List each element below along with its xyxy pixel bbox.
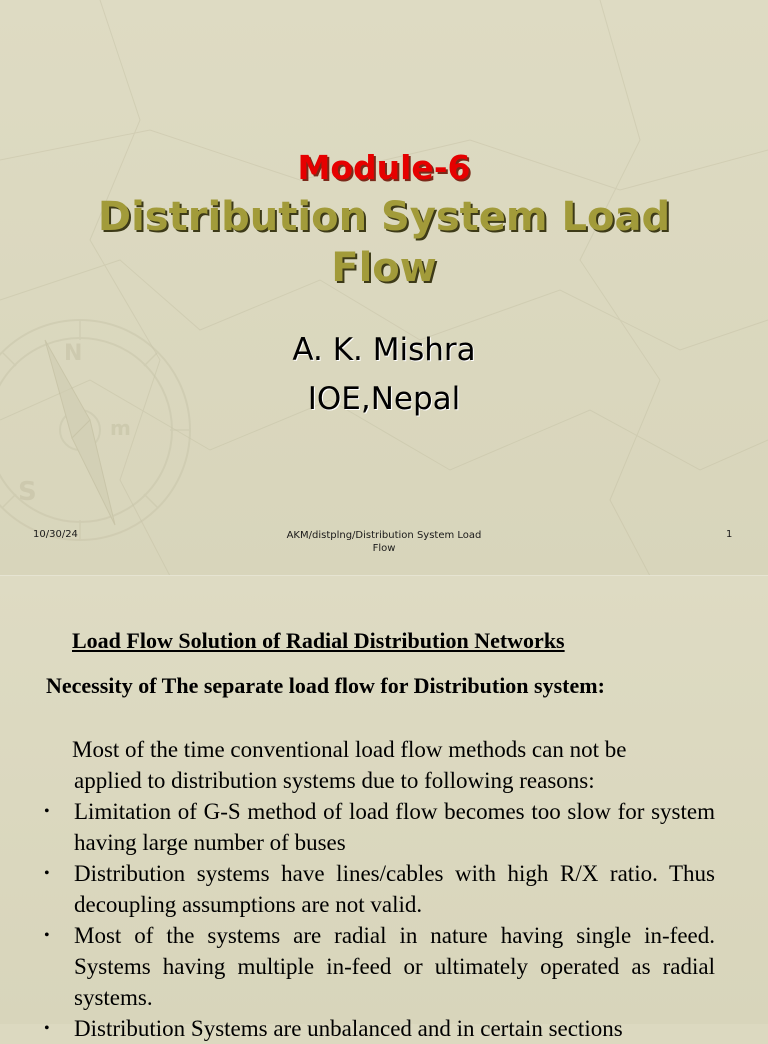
slide2-intro [74,734,724,796]
author-institution: IOE,Nepal [307,381,461,417]
footer-center-line1: AKM/distplng/Distribution System Load [286,530,482,541]
list-item-text: Distribution Systems are unbalanced and in certain sections [74,1016,623,1041]
list-item [0,920,715,1013]
list-item [0,796,715,858]
footer-date: 10/30/24 [33,529,78,540]
slide2-heading: Load Flow Solution of Radial Distribution Networks [72,628,565,653]
bullet-icon: • [44,1020,50,1037]
slide-title-line1: Distribution System Load [97,194,671,240]
list-item-text: Most of the systems are radial in nature having single in-feed. Systems having multiple in-feed or ultimately operated as radial systems. [74,923,715,1010]
reasons-list [0,796,768,1044]
author-name: A. K. Mishra [292,332,476,368]
footer-center-line2: Flow [372,543,396,554]
slide2-intro-line1: Most of the time conventional load flow methods can not be [72,737,627,762]
slide2-intro-line2: applied to distribution systems due to following reasons: [74,768,595,793]
slide-title [60,192,708,294]
footer-center-text [270,529,498,555]
compass-letter-n: N [64,341,83,366]
bullet-icon: • [44,927,50,944]
list-item [0,858,715,920]
compass-letter-s: S [18,477,37,507]
compass-letter-m: m [110,416,131,440]
list-item [0,1013,715,1044]
list-item-text: Distribution systems have lines/cables with high R/X ratio. Thus decoupling assumptions are not valid. [74,861,715,917]
list-item-text: Limitation of G-S method of load flow becomes too slow for system having large number of buses [74,799,715,855]
slide2-subheading: Necessity of The separate load flow for Distribution system: [46,673,605,698]
bullet-icon: • [44,803,50,820]
footer-page-number: 1 [726,529,733,540]
bullet-icon: • [44,865,50,882]
module-label: Module-6 [297,148,471,187]
slide-title-line2: Flow [331,245,437,291]
